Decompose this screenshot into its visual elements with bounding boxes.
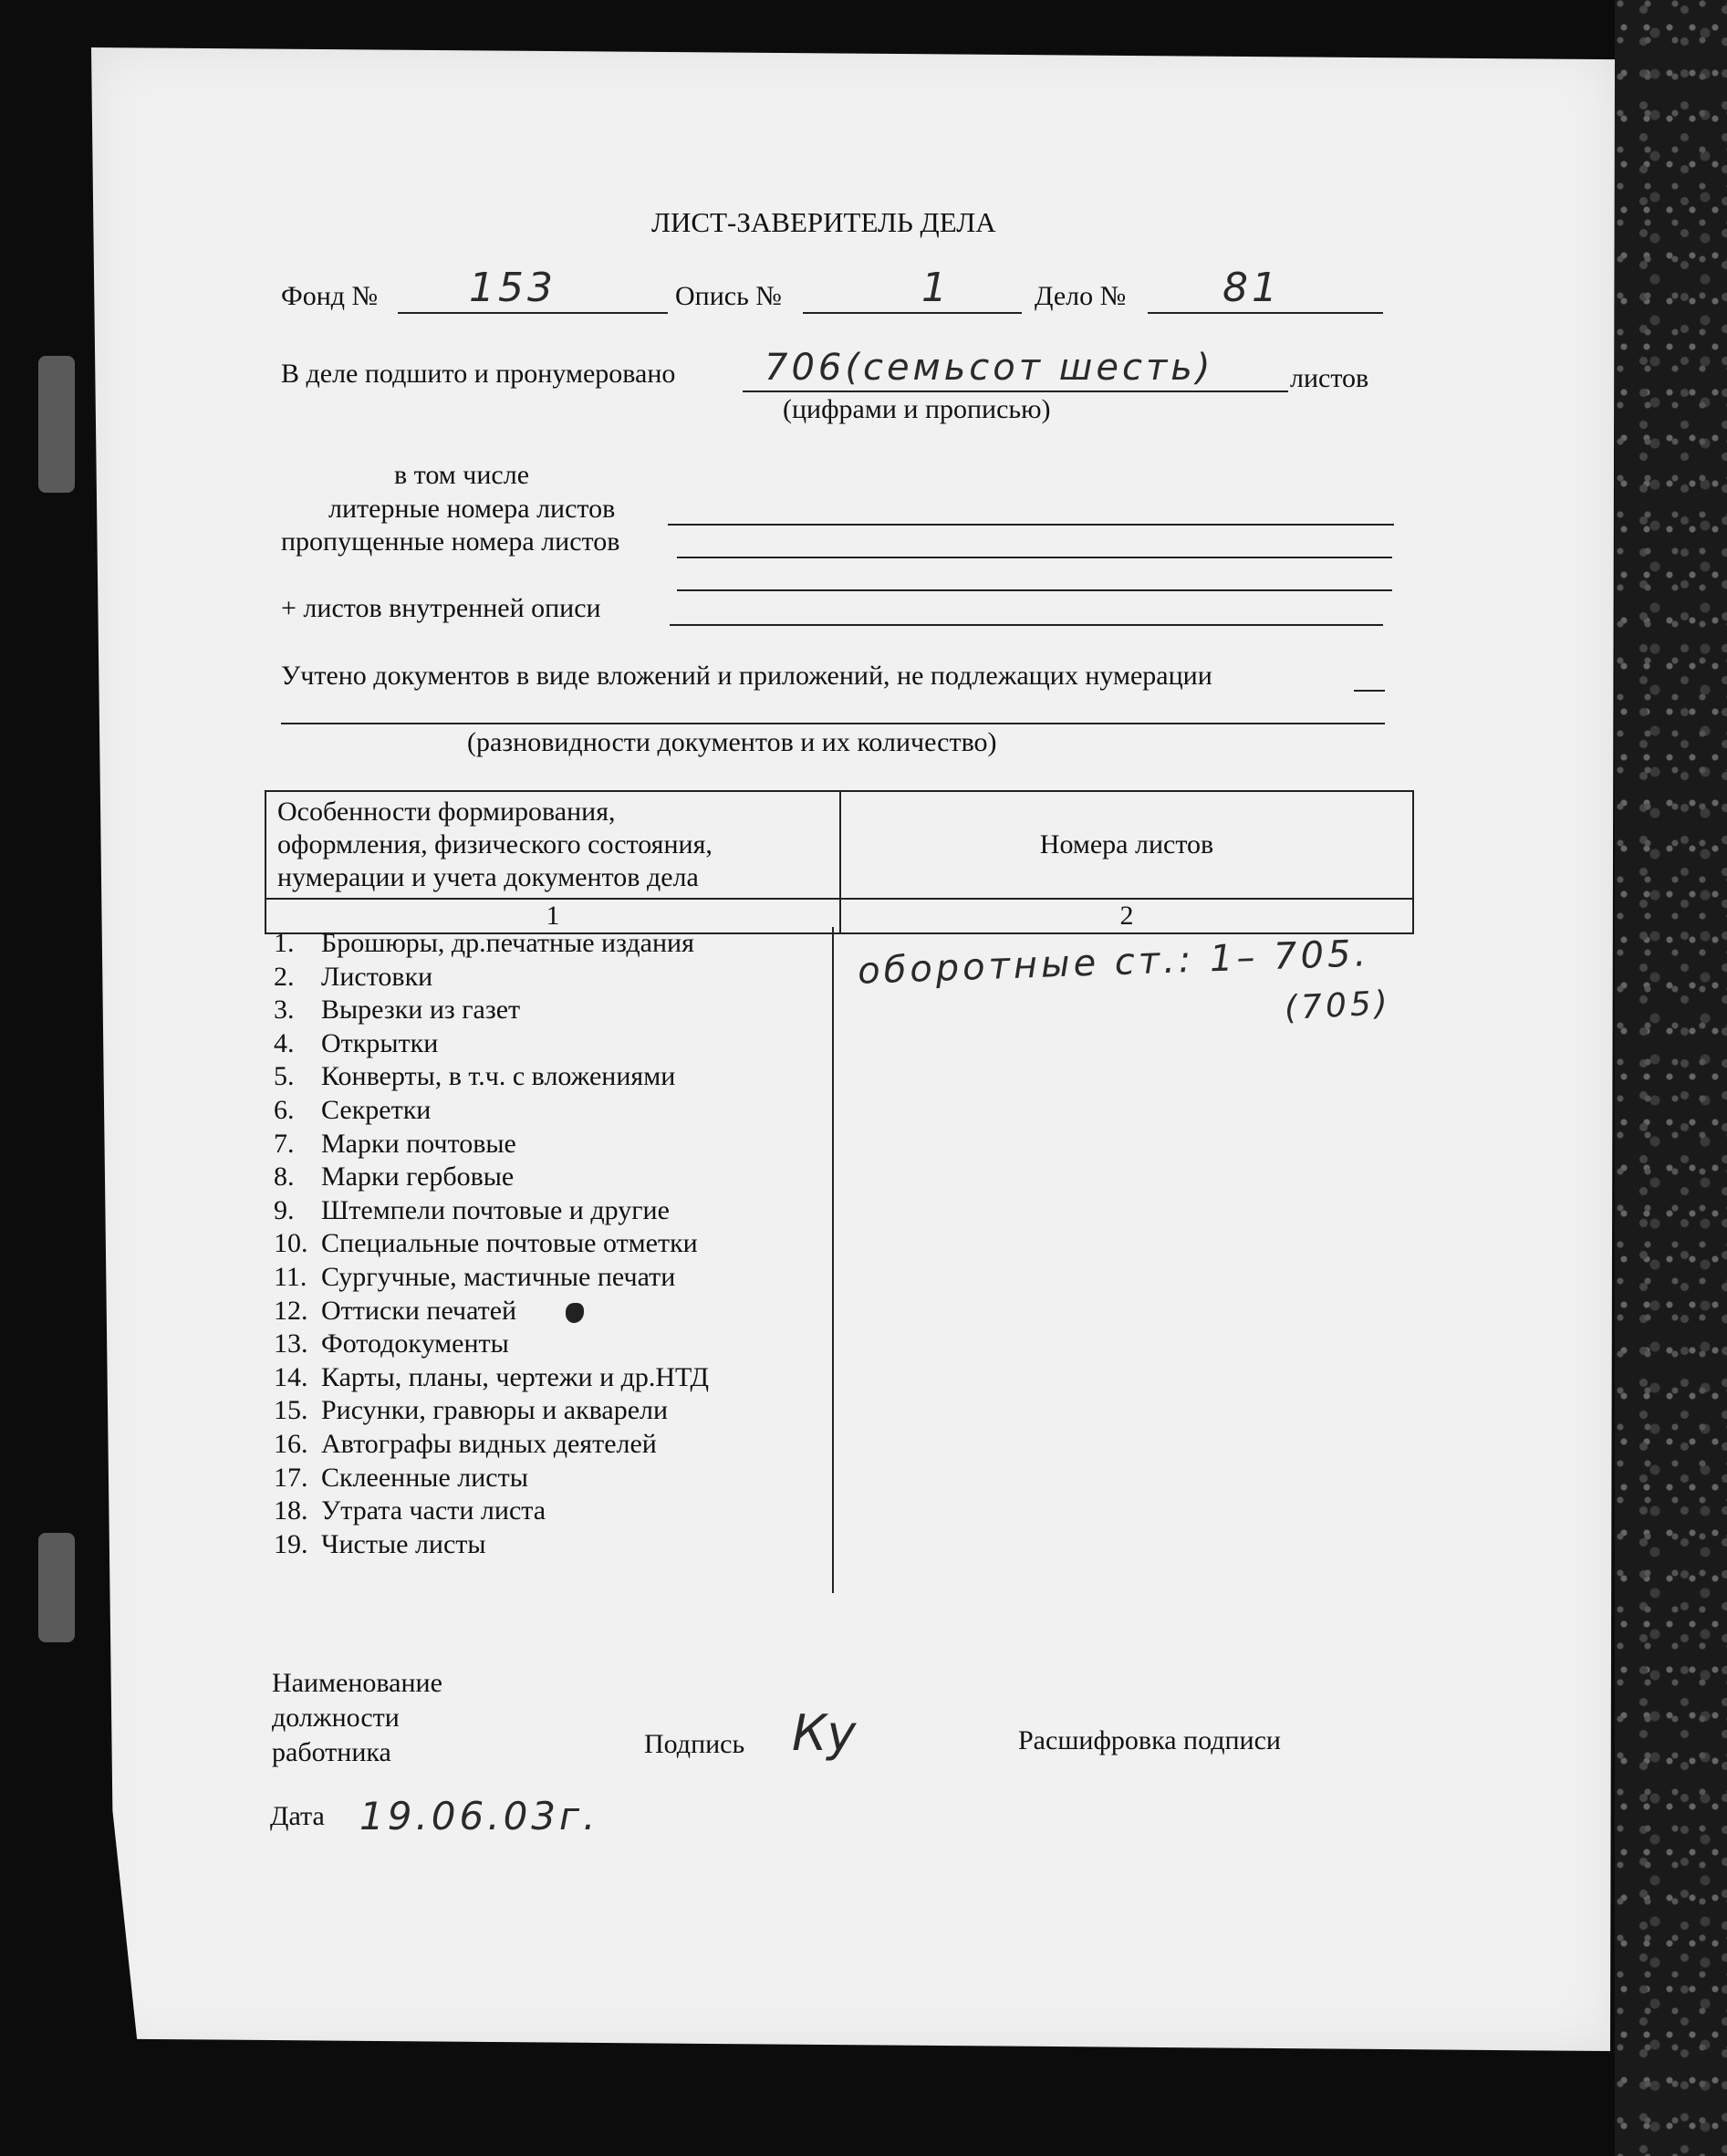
item-number: 14. [274,1361,308,1392]
item-number: 19. [274,1528,308,1559]
item-number: 17. [274,1462,308,1493]
sheets-hint: (цифрами и прописью) [783,394,1051,424]
list-item [274,1495,709,1528]
table-column-divider [832,927,834,1593]
list-item [274,1394,709,1428]
list-item [274,1261,709,1295]
item-text: Утрата части листа [321,1495,546,1526]
missing-underline [677,557,1392,558]
delo-label: Дело № [1035,281,1127,311]
torn-edge [38,356,75,493]
features-list [274,927,709,1561]
date-label: Дата [270,1801,325,1831]
list-item [274,1328,709,1361]
item-text: Карты, планы, чертежи и др.НТД [321,1361,709,1392]
item-number: 15. [274,1395,308,1426]
item-text: Секретки [321,1094,432,1125]
item-text: Штемпели почтовые и другие [321,1194,670,1225]
features-table [265,790,1414,934]
list-item [274,1161,709,1194]
item-number: 9. [274,1194,295,1225]
position-label-line: должности [272,1703,400,1733]
delo-value: 81 [1222,265,1281,311]
item-text: Листовки [321,961,433,992]
fond-underline [398,312,668,314]
literal-underline [668,524,1394,526]
item-number: 12. [274,1295,308,1326]
list-item [274,1128,709,1161]
col1-header-line: оформления, физического состояния, [277,829,713,859]
document-title: ЛИСТ-ЗАВЕРИТЕЛЬ ДЕЛА [651,206,996,238]
list-item [274,1361,709,1395]
list-item [274,1528,709,1562]
item-text: Рисунки, гравюры и акварели [321,1395,669,1426]
list-item [274,1194,709,1228]
item-text: Чистые листы [321,1528,486,1559]
including-label: в том числе [394,460,530,490]
list-item [274,1462,709,1495]
item-number: 16. [274,1428,308,1459]
missing-label: пропущенные номера листов [281,526,620,557]
item-text: Фотодокументы [321,1328,509,1359]
item-text: Оттиски печатей [321,1295,517,1326]
fond-label: Фонд № [281,281,379,311]
item-text: Сургучные, мастичные печати [321,1261,676,1292]
item-number: 1. [274,928,295,958]
item-number: 3. [274,995,295,1026]
item-text: Конверты, в т.ч. с вложениями [321,1061,676,1092]
item-number: 18. [274,1495,308,1526]
list-item [274,1428,709,1462]
signature-mark: Ку [792,1704,857,1762]
folder-binding [1615,0,1727,2156]
list-item [274,1094,709,1128]
col1-number: 1 [265,899,840,933]
fond-value: 153 [469,265,557,311]
opis-label: Опись № [675,281,782,311]
signature-label: Подпись [644,1729,745,1759]
item-text: Марки гербовые [321,1161,515,1193]
position-label-line: работника [272,1737,391,1767]
item-text: Брошюры, др.печатные издания [321,928,694,958]
item-number: 13. [274,1328,308,1359]
item-number: 6. [274,1094,295,1125]
sheets-suffix: листов [1290,363,1369,393]
col1-header [265,791,840,899]
item-number: 7. [274,1128,295,1159]
col1-header-line: Особенности формирования, [277,797,616,827]
opis-value: 1 [921,265,951,311]
literal-label: литерные номера листов [328,494,616,524]
item-number: 5. [274,1061,295,1092]
item-number: 4. [274,1027,295,1058]
sheets-value: 706(семьсот шесть) [765,347,1214,389]
sheet-numbers-total: (705) [1284,984,1392,1028]
opis-underline [803,312,1022,314]
position-label-line: Наименование [272,1668,442,1698]
item-text: Специальные почтовые отметки [321,1228,698,1259]
list-item [274,1227,709,1261]
item-number: 10. [274,1228,308,1259]
internal-label: + листов внутренней описи [281,593,601,623]
signature-decode-label: Расшифровка подписи [1018,1725,1281,1755]
accounted-underline [1354,690,1385,692]
delo-underline [1148,312,1383,314]
date-value: 19.06.03г. [359,1794,599,1838]
sheets-label: В деле подшито и пронумеровано [281,359,676,389]
col2-number: 2 [840,899,1413,933]
item-number: 8. [274,1161,295,1193]
item-text: Открытки [321,1027,439,1058]
list-item [274,1060,709,1094]
col1-header-line: нумерации и учета документов дела [277,862,699,892]
missing-underline-2 [677,589,1392,591]
item-number: 11. [274,1261,307,1292]
sheets-underline [743,391,1288,392]
item-number: 2. [274,961,295,992]
accounted-label: Учтено документов в виде вложений и приложений, не подлежащих нумерации [281,661,1212,691]
table-header-row [265,791,1413,899]
item-text: Вырезки из газет [321,995,521,1026]
position-label [272,1666,442,1770]
list-item [274,1295,709,1328]
list-item [274,994,709,1027]
accounted-underline-2 [281,723,1385,724]
item-text: Марки почтовые [321,1128,516,1159]
list-item [274,961,709,995]
item-text: Склеенные листы [321,1462,528,1493]
list-item [274,927,709,961]
accounted-hint: (разновидности документов и их количество) [467,727,997,757]
list-item [274,1027,709,1061]
item-text: Автографы видных деятелей [321,1428,657,1459]
col2-header: Номера листов [840,791,1413,899]
torn-edge [38,1533,75,1642]
internal-underline [670,624,1383,626]
sheet-numbers-note: оборотные ст.: 1– 705. [857,932,1370,993]
